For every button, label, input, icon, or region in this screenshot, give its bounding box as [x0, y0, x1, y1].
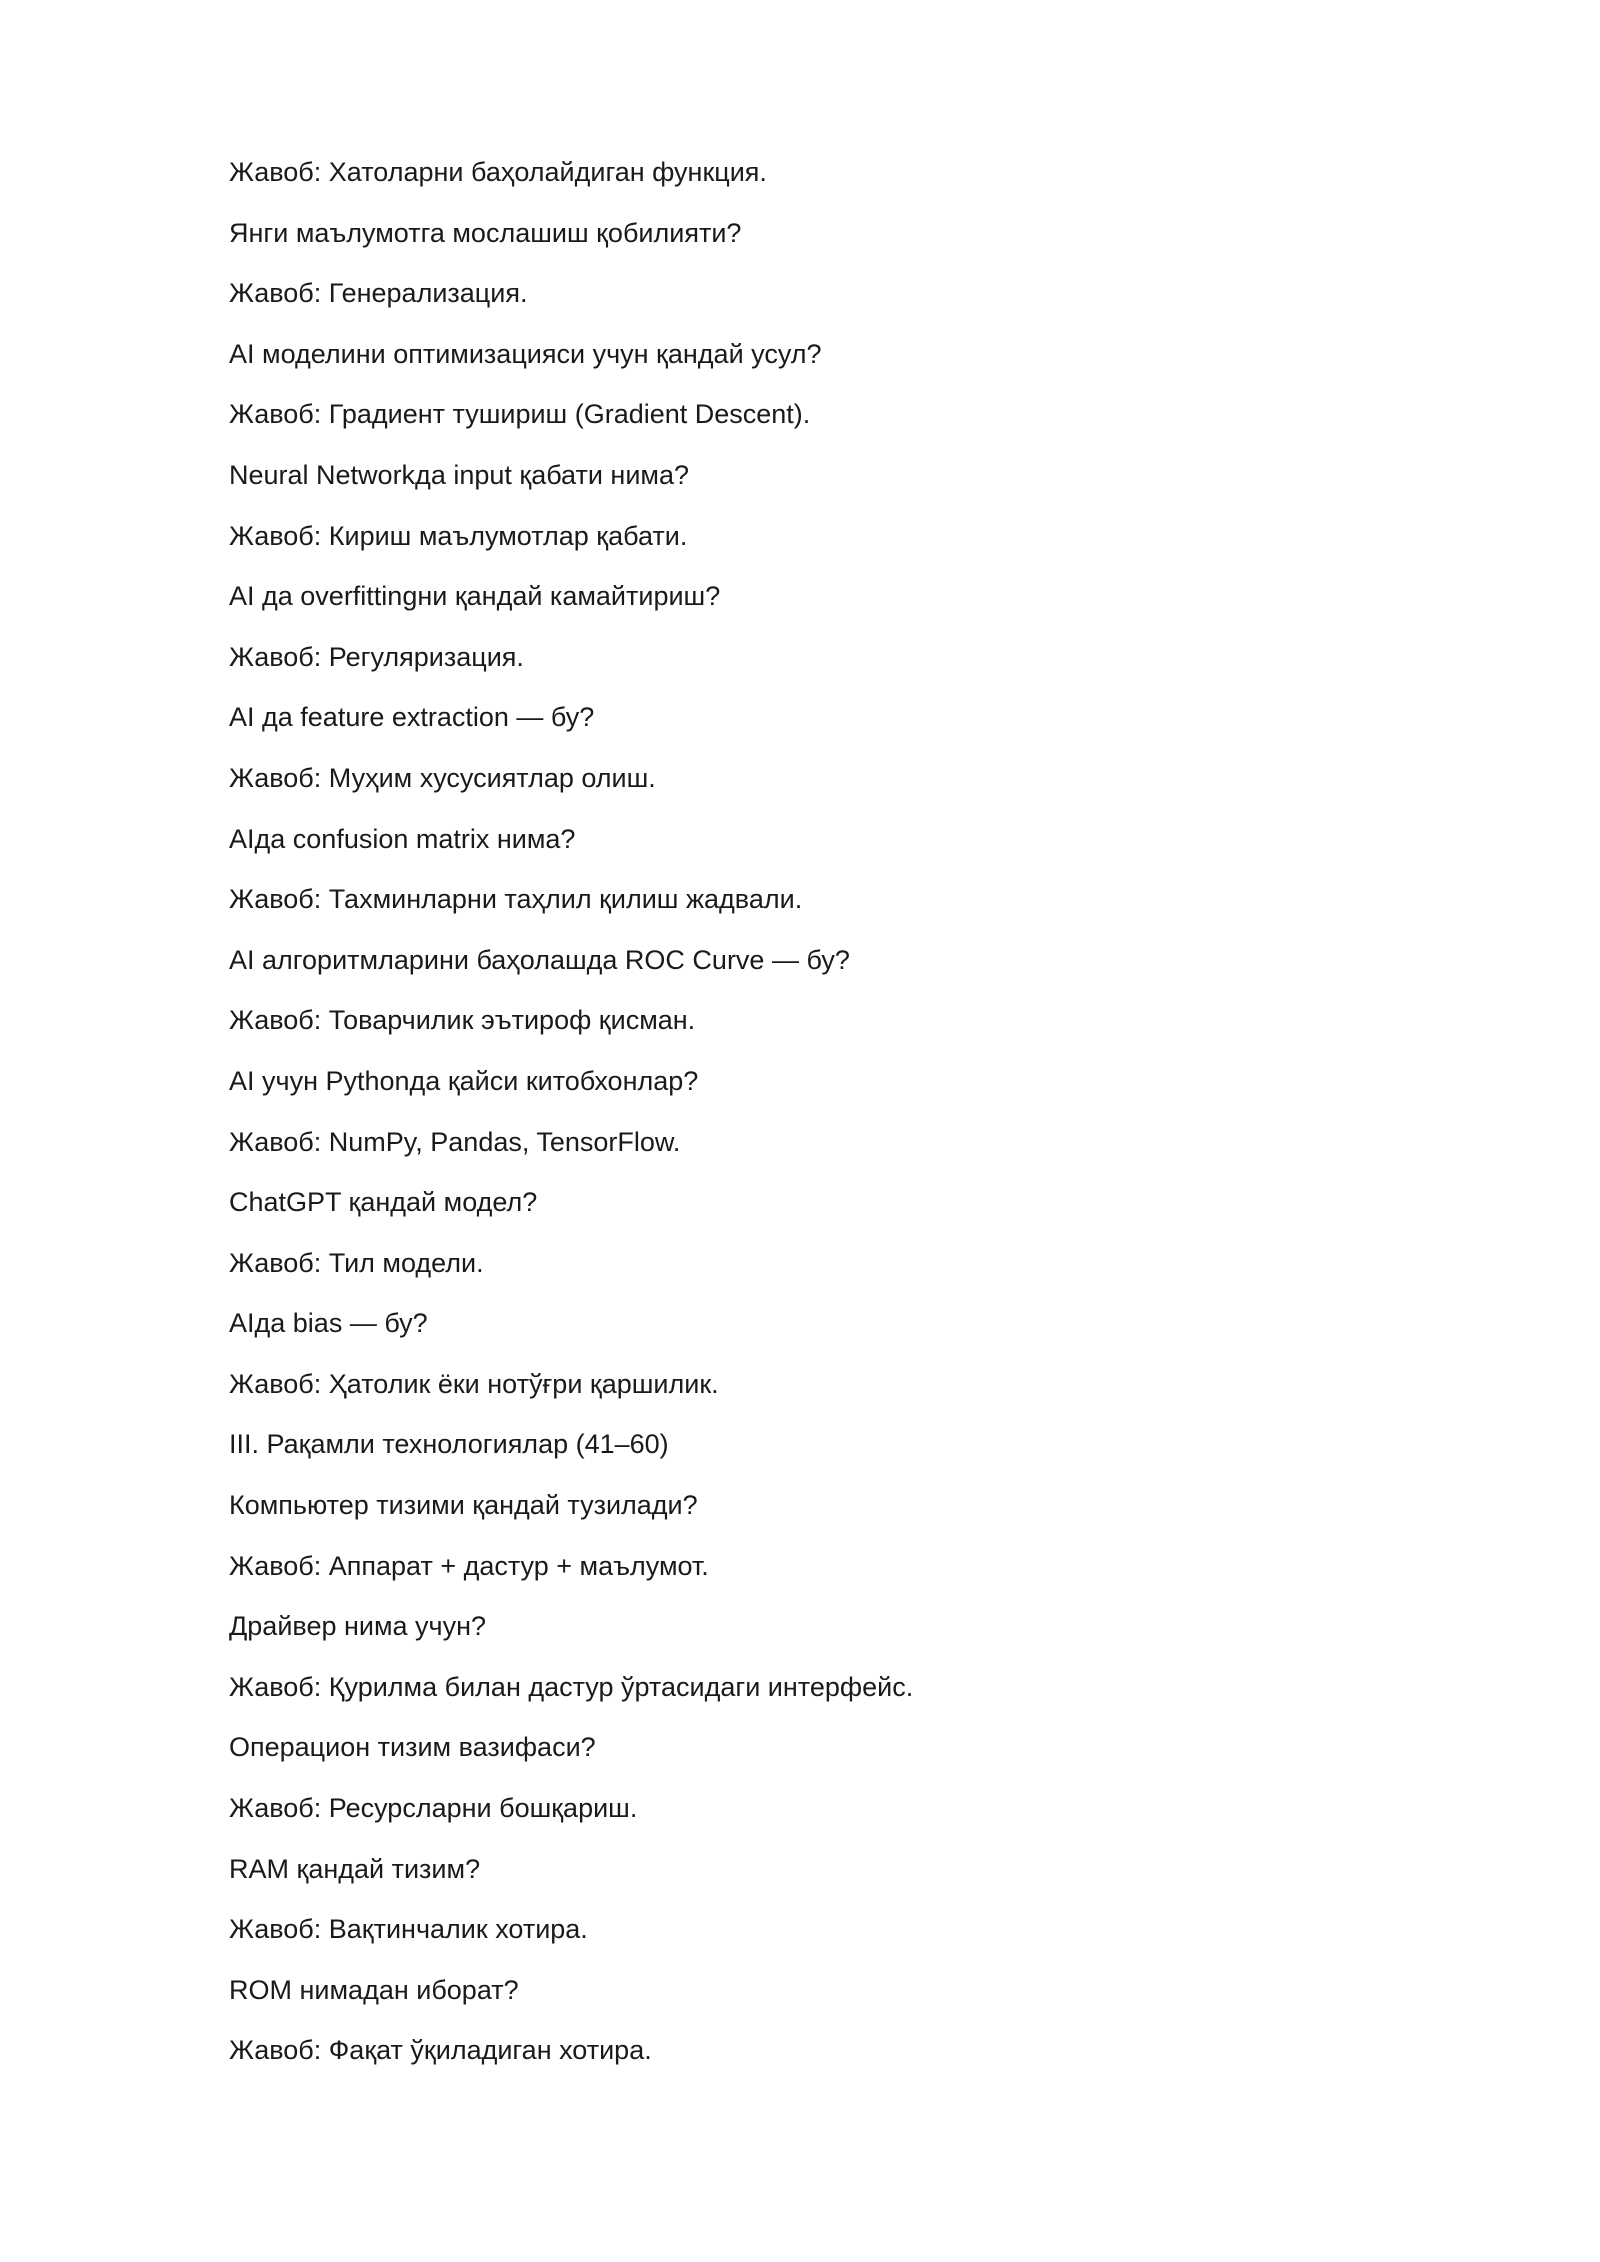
question-line: Драйвер нима учун?: [229, 1611, 487, 1642]
answer-line: Жавоб: Тил модели.: [229, 1247, 484, 1278]
answer-line: Жавоб: Градиент тушириш (Gradient Descent).: [229, 399, 811, 430]
answer-line: Жавоб: Ресурсларни бошқариш.: [229, 1793, 638, 1824]
question-line: ChatGPT қандай модел?: [229, 1187, 538, 1218]
answer-line: Жавоб: Аппарат + дастур + маълумот.: [229, 1550, 709, 1581]
answer-line: Жавоб: Генерализация.: [229, 278, 528, 309]
question-line: Компьютер тизими қандай тузилади?: [229, 1490, 698, 1521]
answer-line: Жавоб: Тахминларни таҳлил қилиш жадвали.: [229, 884, 803, 915]
answer-line: Жавоб: Муҳим хусусиятлар олиш.: [229, 762, 656, 793]
question-line: RAM қандай тизим?: [229, 1853, 481, 1884]
question-line: Операцион тизим вазифаси?: [229, 1732, 596, 1763]
question-line: ROM нимадан иборат?: [229, 1974, 519, 2005]
answer-line: Жавоб: Хатоларни баҳолайдиган функция.: [229, 157, 767, 187]
answer-line: Жавоб: Регуляризация.: [229, 641, 524, 672]
answer-line: Жавоб: Фақат ўқиладиган хотира.: [229, 2035, 652, 2066]
question-line: AIда bias — бу?: [229, 1308, 428, 1339]
question-line: Neural Networkда input қабати нима?: [229, 459, 690, 490]
answer-line: Жавоб: Қурилма билан дастур ўртасидаги интерфейс.: [229, 1671, 914, 1702]
answer-line: Жавоб: Кириш маълумотлар қабати.: [229, 520, 688, 551]
answer-line: Жавоб: Ҳатолик ёки нотўғри қаршилик.: [229, 1368, 719, 1399]
question-line: AI алгоритмларини баҳолашда ROC Curve — бу?: [229, 944, 850, 975]
question-line: AI да feature extraction — бу?: [229, 702, 595, 733]
answer-line: Жавоб: Вақтинчалик хотира.: [229, 1914, 588, 1945]
question-line: AI моделини оптимизацияси учун қандай усул?: [229, 338, 822, 369]
question-line: AIда confusion matrix нима?: [229, 823, 576, 854]
section-heading: III. Рақамли технологиялар (41–60): [229, 1429, 669, 1460]
answer-line: Жавоб: NumPy, Pandas, TensorFlow.: [229, 1126, 681, 1157]
answer-line: Жавоб: Товарчилик эътироф қисман.: [229, 1005, 696, 1036]
question-line: AI да overfittingни қандай камайтириш?: [229, 581, 721, 612]
qa-text-block: [229, 154, 1429, 2093]
question-line: Янги маълумотга мослашиш қобилияти?: [229, 217, 742, 248]
question-line: AI учун Pythonда қайси китобхонлар?: [229, 1065, 699, 1096]
